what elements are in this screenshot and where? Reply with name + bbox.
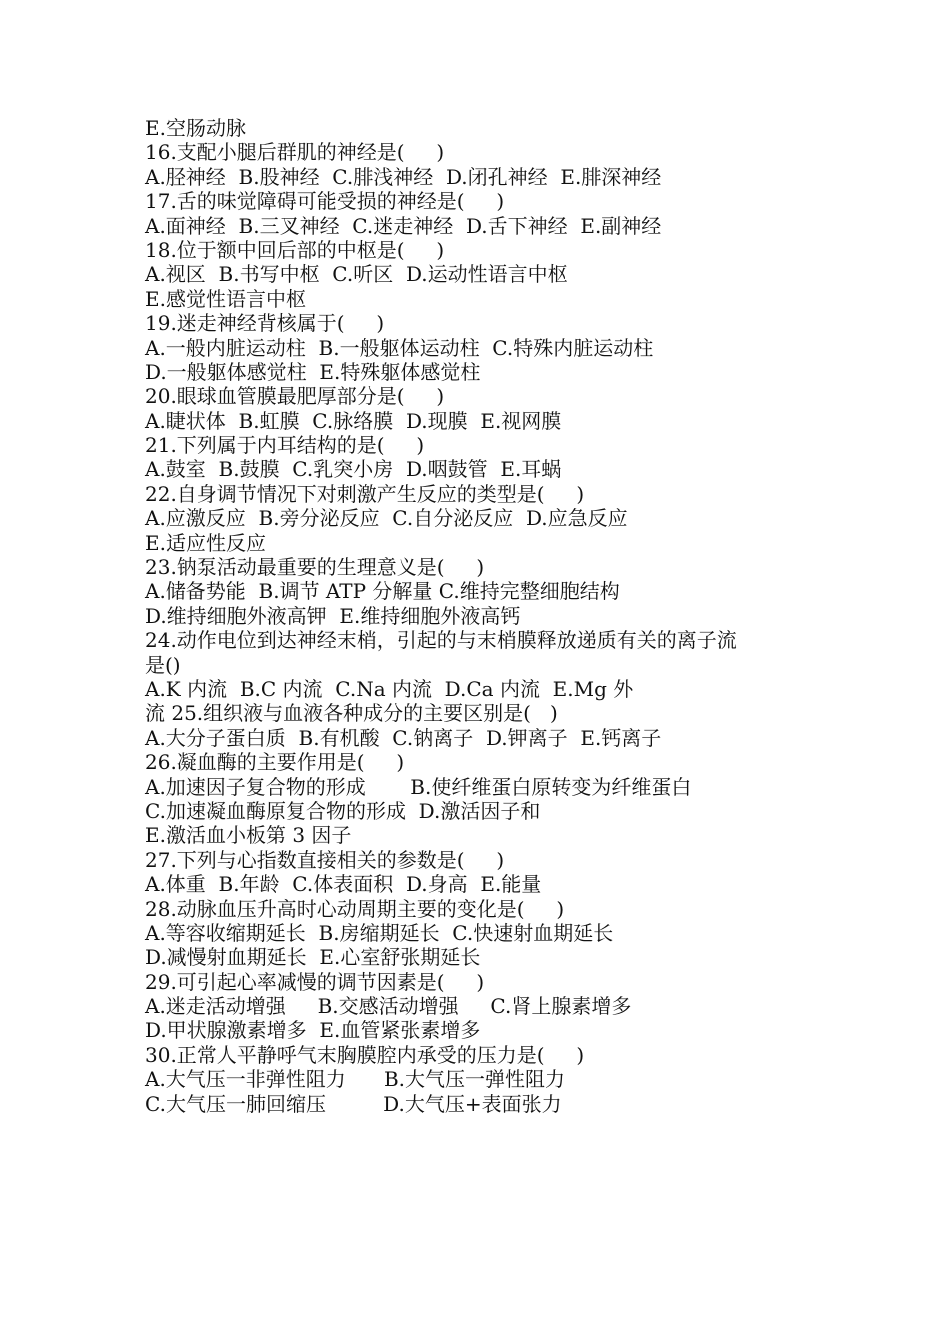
question-17: 17.舌的味觉障碍可能受损的神经是( ) xyxy=(145,189,505,214)
options-30-cont: C.大气压一肺回缩压 D.大气压+表面张力 xyxy=(145,1091,562,1116)
options-19-cont: D.一般躯体感觉柱 E.特殊躯体感觉柱 xyxy=(145,359,481,384)
options-24: A.K 内流 B.C 内流 C.Na 内流 D.Ca 内流 E.Mg 外 xyxy=(145,676,634,701)
question-24: 24.动作电位到达神经末梢，引起的与末梢膜释放递质有关的离子流 xyxy=(145,628,737,653)
options-20: A.睫状体 B.虹膜 C.脉络膜 D.现膜 E.视网膜 xyxy=(145,408,562,433)
question-20: 20.眼球血管膜最肥厚部分是( ) xyxy=(145,384,445,409)
options-17: A.面神经 B.三叉神经 C.迷走神经 D.舌下神经 E.副神经 xyxy=(145,213,662,238)
options-30: A.大气压一非弹性阻力 B.大气压一弹性阻力 xyxy=(145,1067,565,1092)
question-21: 21.下列属于内耳结构的是( ) xyxy=(145,433,425,458)
question-19: 19.迷走神经背核属于( ) xyxy=(145,311,385,336)
question-22: 22.自身调节情况下对刺激产生反应的类型是( ) xyxy=(145,481,585,506)
options-26-cont2: E.激活血小板第 3 因子 xyxy=(145,823,352,848)
options-16: A.胫神经 B.股神经 C.腓浅神经 D.闭孔神经 E.腓深神经 xyxy=(145,164,662,189)
question-25: 流 25.组织液与血液各种成分的主要区别是( ) xyxy=(145,701,558,726)
question-text-block xyxy=(145,116,845,1116)
question-26: 26.凝血酶的主要作用是( ) xyxy=(145,750,405,775)
question-24-cont: 是() xyxy=(145,652,181,677)
options-23-cont: D.维持细胞外液高钾 E.维持细胞外液高钙 xyxy=(145,603,521,628)
question-30: 30.正常人平静呼气末胸膜腔内承受的压力是( ) xyxy=(145,1042,585,1067)
options-28-cont: D.减慢射血期延长 E.心室舒张期延长 xyxy=(145,945,481,970)
options-29: A.迷走活动增强 B.交感活动增强 C.肾上腺素增多 xyxy=(145,994,632,1019)
option-line: E.空肠动脉 xyxy=(145,116,246,140)
options-19: A.一般内脏运动柱 B.一般躯体运动柱 C.特殊内脏运动柱 xyxy=(145,335,654,360)
question-18: 18.位于额中回后部的中枢是( ) xyxy=(145,237,445,262)
options-25: A.大分子蛋白质 B.有机酸 C.钠离子 D.钾离子 E.钙离子 xyxy=(145,725,662,750)
options-22-cont: E.适应性反应 xyxy=(145,530,266,555)
options-21: A.鼓室 B.鼓膜 C.乳突小房 D.咽鼓管 E.耳蜗 xyxy=(145,457,562,482)
options-26: A.加速因子复合物的形成 B.使纤维蛋白原转变为纤维蛋白 xyxy=(145,774,692,799)
question-23: 23.钠泵活动最重要的生理意义是( ) xyxy=(145,555,485,580)
options-23: A.储备势能 B.调节 ATP 分解量 C.维持完整细胞结构 xyxy=(145,579,620,604)
question-16: 16.支配小腿后群肌的神经是( ) xyxy=(145,140,445,165)
question-29: 29.可引起心率减慢的调节因素是( ) xyxy=(145,969,485,994)
question-28: 28.动脉血压升高时心动周期主要的变化是( ) xyxy=(145,896,565,921)
options-29-cont: D.甲状腺激素增多 E.血管紧张素增多 xyxy=(145,1018,481,1043)
options-22: A.应激反应 B.旁分泌反应 C.自分泌反应 D.应急反应 xyxy=(145,506,628,531)
options-27: A.体重 B.年龄 C.体表面积 D.身高 E.能量 xyxy=(145,872,542,897)
question-27: 27.下列与心指数直接相关的参数是( ) xyxy=(145,847,505,872)
options-26-cont: C.加速凝血酶原复合物的形成 D.激活因子和 xyxy=(145,798,541,823)
options-28: A.等容收缩期延长 B.房缩期延长 C.快速射血期延长 xyxy=(145,920,614,945)
options-18-cont: E.感觉性语言中枢 xyxy=(145,286,306,311)
options-18: A.视区 B.书写中枢 C.听区 D.运动性语言中枢 xyxy=(145,262,568,287)
